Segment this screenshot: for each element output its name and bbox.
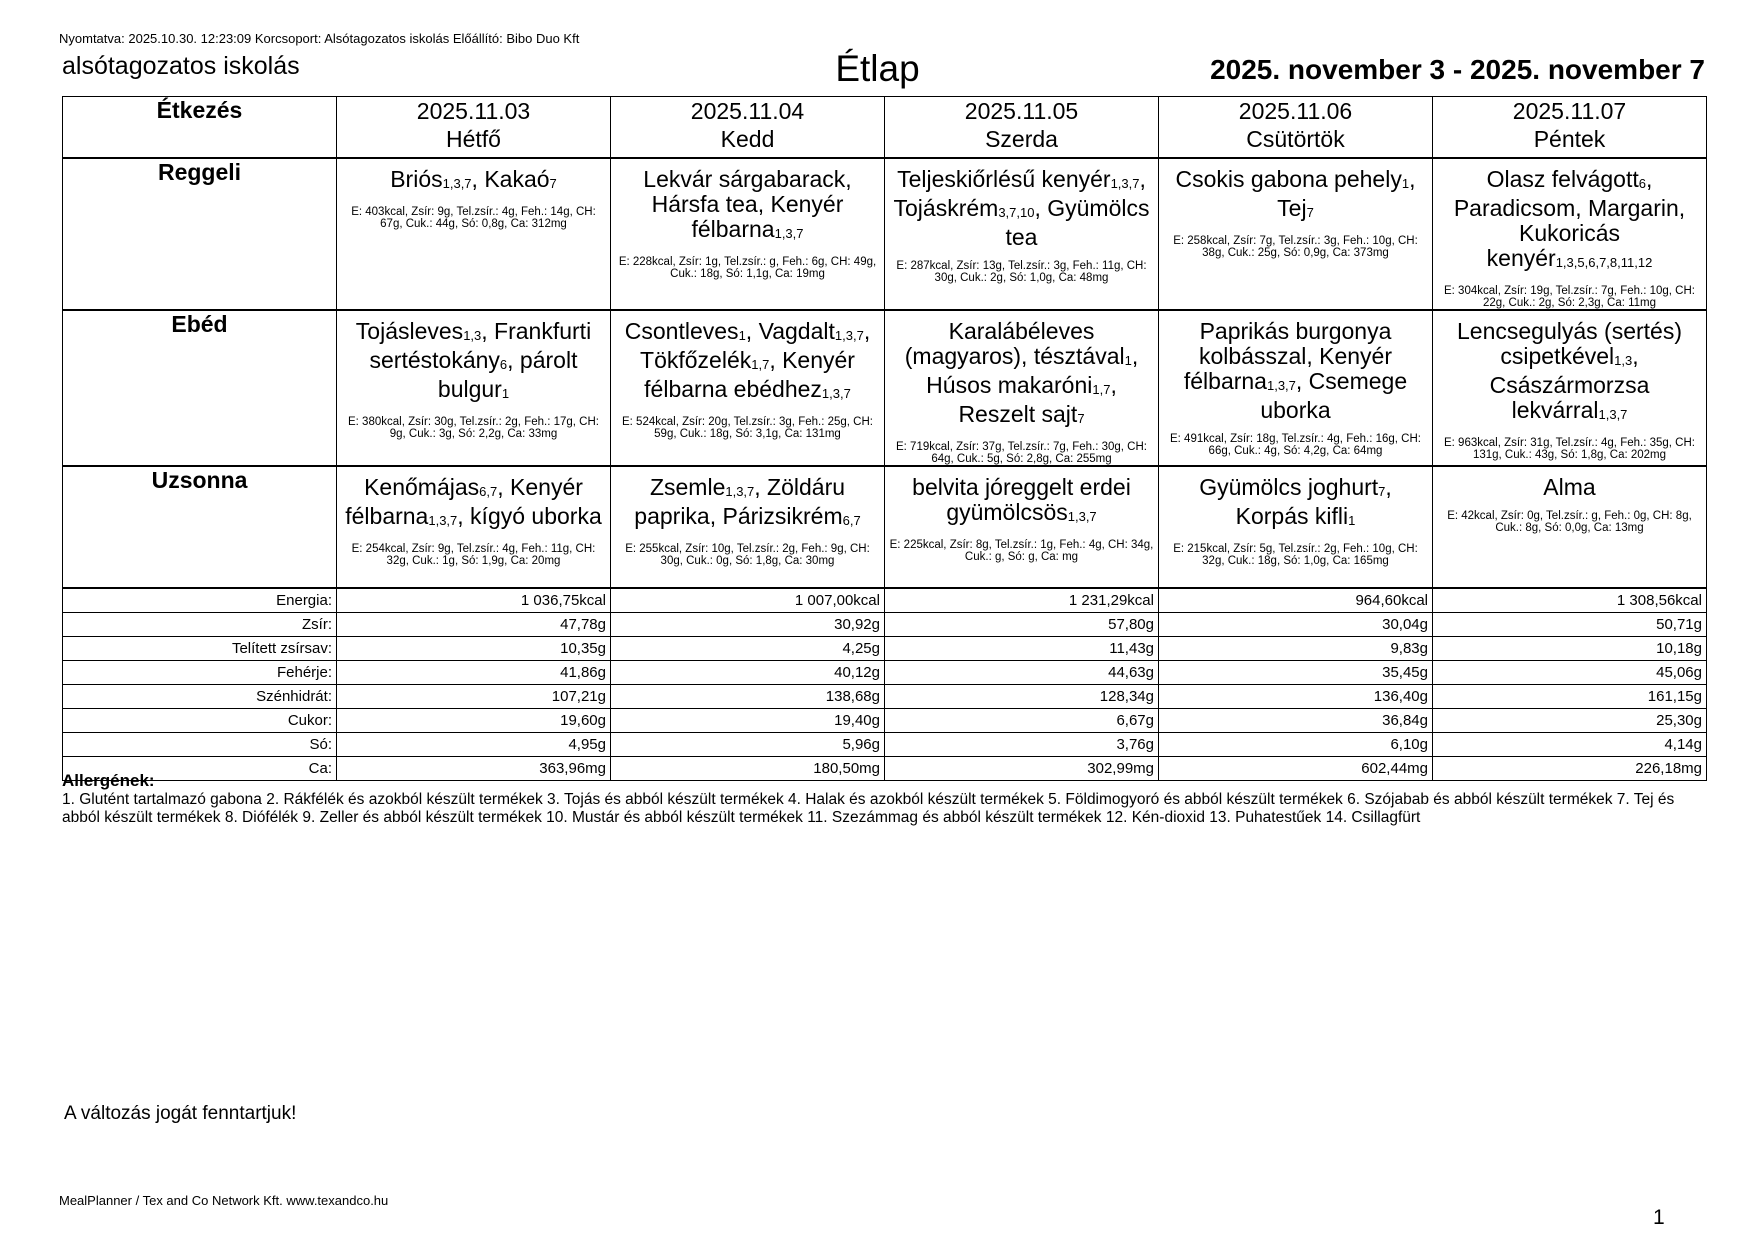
dish-text: Tojásleves <box>355 318 464 344</box>
dish-cell <box>337 466 611 588</box>
meal-name: Ebéd <box>63 310 337 466</box>
nutrient-value: 57,80g <box>885 613 1159 637</box>
dish-name <box>611 159 884 246</box>
dish-text: , Kenyér félbarna <box>345 474 583 529</box>
dish-text: Teljeskiőrlésű kenyér <box>897 166 1111 192</box>
dish-name <box>885 159 1158 250</box>
nutrient-total-row <box>63 613 1707 637</box>
dish-cell <box>611 466 885 588</box>
dish-text: , Paradicsom, Margarin, Kukoricás kenyér <box>1453 166 1686 271</box>
allergen-codes: 1,3,7 <box>1067 509 1097 524</box>
nutrient-value: 10,18g <box>1433 637 1707 661</box>
day-header <box>885 97 1159 159</box>
nutrient-value: 25,30g <box>1433 709 1707 733</box>
dish-text: Alma <box>1543 474 1596 500</box>
nutrient-value: 4,95g <box>337 733 611 757</box>
day-weekday: Péntek <box>1533 126 1606 152</box>
meal-row <box>63 466 1707 588</box>
nutrient-value: 1 036,75kcal <box>337 588 611 613</box>
nutrient-label: Ca: <box>63 757 337 781</box>
allergen-codes: 1 <box>1401 176 1410 191</box>
nutrient-total-row <box>63 685 1707 709</box>
dish-name <box>337 467 610 533</box>
dish-text: Paprikás burgonya kolbásszal, Kenyér félbarna <box>1183 318 1393 394</box>
dish-name <box>885 311 1158 431</box>
nutrient-value: 41,86g <box>337 661 611 685</box>
dish-text: Lekvár sárgabarack, Hársfa tea, Kenyér félbarna <box>643 166 852 242</box>
dish-name <box>1433 159 1706 275</box>
day-date: 2025.11.05 <box>964 98 1079 124</box>
nutrition-info: E: 254kcal, Zsír: 9g, Tel.zsír.: 4g, Feh.: 11g, CH: 32g, Cuk.: 1g, Só: 1,9g, Ca: 20mg <box>351 543 596 567</box>
nutrition-info: E: 403kcal, Zsír: 9g, Tel.zsír.: 4g, Feh.: 14g, CH: 67g, Cuk.: 44g, Só: 0,8g, Ca: 312mg <box>351 206 596 230</box>
dish-name <box>611 467 884 533</box>
dish-name <box>1159 159 1432 225</box>
allergen-codes: 1,3 <box>463 328 482 343</box>
footer-credit: MealPlanner / Tex and Co Network Kft. www.texandco.hu <box>59 1193 389 1208</box>
allergen-codes: 1,3,7 <box>442 176 472 191</box>
allergen-codes: 1,3 <box>1614 353 1633 368</box>
nutrition-info: E: 287kcal, Zsír: 13g, Tel.zsír.: 3g, Feh.: 11g, CH: 30g, Cuk.: 2g, Só: 1,0g, Ca: 48mg <box>896 260 1147 284</box>
dish-text: , Tökfőzelék <box>640 318 871 373</box>
nutrition-info: E: 304kcal, Zsír: 19g, Tel.zsír.: 7g, Feh.: 10g, CH: 22g, Cuk.: 2g, Só: 2,3g, Ca: 11mg <box>1444 285 1695 309</box>
dish-text: Csokis gabona pehely <box>1175 166 1402 192</box>
allergen-codes: 1 <box>1124 353 1132 368</box>
dish-cell <box>337 158 611 310</box>
nutrient-value: 36,84g <box>1159 709 1433 733</box>
nutrient-value: 9,83g <box>1159 637 1433 661</box>
allergen-codes: 1 <box>501 386 510 401</box>
dish-cell <box>1159 158 1433 310</box>
nutrient-value: 136,40g <box>1159 685 1433 709</box>
meal-row <box>63 158 1707 310</box>
nutrition-info: E: 258kcal, Zsír: 7g, Tel.zsír.: 3g, Feh.: 10g, CH: 38g, Cuk.: 25g, Só: 0,9g, Ca: 373mg <box>1173 235 1418 259</box>
nutrient-value: 5,96g <box>611 733 885 757</box>
nutrient-value: 6,10g <box>1159 733 1433 757</box>
dish-text: Kenőmájas <box>364 474 480 500</box>
print-info: Nyomtatva: 2025.10.30. 12:23:09 Korcsoport: Alsótagozatos iskolás Előállító: Bibo Duo Kft <box>59 31 580 46</box>
allergens-title: Allergének: <box>62 771 155 790</box>
dish-text: , kígyó uborka <box>457 503 602 529</box>
nutrient-total-row <box>63 661 1707 685</box>
page-title: Étlap <box>835 48 920 89</box>
dish-text: , Csemege uborka <box>1260 368 1408 423</box>
dish-cell <box>885 466 1159 588</box>
meal-name: Reggeli <box>63 158 337 310</box>
allergen-codes: 6,7 <box>842 513 861 528</box>
dish-text: Zsemle <box>649 474 726 500</box>
dish-text: , párolt bulgur <box>437 347 578 402</box>
day-weekday: Csütörtök <box>1246 126 1345 152</box>
nutrient-value: 45,06g <box>1433 661 1707 685</box>
nutrient-value: 128,34g <box>885 685 1159 709</box>
nutrient-value: 19,60g <box>337 709 611 733</box>
dish-text: , Vagdalt <box>745 318 835 344</box>
dish-cell <box>885 158 1159 310</box>
nutrition-info: E: 255kcal, Zsír: 10g, Tel.zsír.: 2g, Feh.: 9g, CH: 30g, Cuk.: 0g, Só: 1,8g, Ca: 30mg <box>625 543 870 567</box>
allergen-codes: 6 <box>1638 176 1646 191</box>
meal-column-header: Étkezés <box>63 97 337 159</box>
allergen-codes: 6,7 <box>479 484 498 499</box>
dish-cell <box>1433 158 1707 310</box>
allergen-codes: 1,3,7 <box>428 513 458 528</box>
dish-text: Olasz felvágott <box>1486 166 1639 192</box>
dish-cell <box>1433 466 1707 588</box>
dish-text: Csontleves <box>624 318 739 344</box>
allergen-codes: 1,3,7 <box>725 484 755 499</box>
dish-name <box>1433 467 1706 500</box>
dish-name <box>337 159 610 196</box>
dish-name <box>1159 311 1432 423</box>
nutrient-value: 10,35g <box>337 637 611 661</box>
day-date: 2025.11.07 <box>1512 98 1627 124</box>
dish-text: , Frankfurti sertéstokány <box>369 318 592 373</box>
day-weekday: Hétfő <box>446 126 501 152</box>
nutrient-value: 50,71g <box>1433 613 1707 637</box>
date-range: 2025. november 3 - 2025. november 7 <box>1210 54 1705 85</box>
nutrition-info: E: 380kcal, Zsír: 30g, Tel.zsír.: 2g, Feh.: 17g, CH: 9g, Cuk.: 3g, Só: 2,2g, Ca: 33mg <box>348 416 599 440</box>
nutrient-value: 226,18mg <box>1433 757 1707 781</box>
nutrient-label: Cukor: <box>63 709 337 733</box>
dish-text: , Reszelt sajt <box>958 372 1117 427</box>
allergen-codes: 6 <box>499 357 508 372</box>
nutrient-label: Zsír: <box>63 613 337 637</box>
nutrient-value: 138,68g <box>611 685 885 709</box>
nutrition-info: E: 491kcal, Zsír: 18g, Tel.zsír.: 4g, Feh.: 16g, CH: 66g, Cuk.: 4g, Só: 4,2g, Ca: 64mg <box>1170 433 1421 457</box>
nutrient-value: 11,43g <box>885 637 1159 661</box>
allergen-codes: 1,3,7 <box>1266 378 1296 393</box>
nutrient-value: 602,44mg <box>1159 757 1433 781</box>
day-date: 2025.11.04 <box>690 98 805 124</box>
day-header <box>1159 97 1433 159</box>
nutrient-value: 161,15g <box>1433 685 1707 709</box>
dish-name <box>337 311 610 406</box>
nutrient-value: 44,63g <box>885 661 1159 685</box>
nutrient-value: 107,21g <box>337 685 611 709</box>
dish-text: , Tej <box>1277 166 1416 221</box>
nutrient-value: 47,78g <box>337 613 611 637</box>
day-weekday: Kedd <box>720 126 775 152</box>
menu-table <box>62 96 1707 781</box>
nutrient-value: 363,96mg <box>337 757 611 781</box>
nutrient-value: 4,25g <box>611 637 885 661</box>
day-header-row <box>63 97 1707 159</box>
nutrient-value: 6,67g <box>885 709 1159 733</box>
page-number: 1 <box>1653 1206 1665 1229</box>
nutrient-total-row <box>63 757 1707 781</box>
allergen-codes: 1,3,7 <box>774 226 804 241</box>
nutrition-info: E: 215kcal, Zsír: 5g, Tel.zsír.: 2g, Feh.: 10g, CH: 32g, Cuk.: 18g, Só: 1,0g, Ca: 165mg <box>1173 543 1418 567</box>
dish-text: , Kakaó <box>471 166 550 192</box>
nutrient-value: 180,50mg <box>611 757 885 781</box>
nutrient-value: 40,12g <box>611 661 885 685</box>
dish-cell <box>885 310 1159 466</box>
allergen-codes: 1 <box>738 328 746 343</box>
dish-cell <box>337 310 611 466</box>
nutrition-info: E: 963kcal, Zsír: 31g, Tel.zsír.: 4g, Feh.: 35g, CH: 131g, Cuk.: 43g, Só: 1,8g, Ca: 202mg <box>1444 437 1695 461</box>
dish-name <box>1159 467 1432 533</box>
nutrition-info: E: 228kcal, Zsír: 1g, Tel.zsír.: g, Feh.: 6g, CH: 49g, Cuk.: 18g, Só: 1,1g, Ca: 19mg <box>618 256 877 280</box>
allergen-codes: 7 <box>1077 411 1085 426</box>
dish-cell <box>611 310 885 466</box>
allergen-codes: 1 <box>1348 513 1356 528</box>
nutrient-label: Telített zsírsav: <box>63 637 337 661</box>
dish-text: , Húsos makaróni <box>926 343 1139 398</box>
allergen-codes: 1,3,5,6,7,8,11,12 <box>1555 255 1653 270</box>
nutrient-total-row <box>63 733 1707 757</box>
nutrient-value: 35,45g <box>1159 661 1433 685</box>
allergen-codes: 1,3,7 <box>1110 176 1140 191</box>
nutrient-label: Fehérje: <box>63 661 337 685</box>
dish-name <box>611 311 884 406</box>
nutrition-info: E: 719kcal, Zsír: 37g, Tel.zsír.: 7g, Feh.: 30g, CH: 64g, Cuk.: 5g, Só: 2,8g, Ca: 255mg <box>896 441 1147 465</box>
day-date: 2025.11.06 <box>1238 98 1353 124</box>
allergen-codes: 7 <box>1378 484 1386 499</box>
dish-text: , Zöldáru paprika, Párizsikrém <box>634 474 846 529</box>
allergen-codes: 1,7 <box>1092 382 1111 397</box>
day-header <box>1433 97 1707 159</box>
nutrient-value: 4,14g <box>1433 733 1707 757</box>
allergen-codes: 7 <box>549 176 557 191</box>
nutrient-label: Szénhidrát: <box>63 685 337 709</box>
day-header <box>337 97 611 159</box>
day-date: 2025.11.03 <box>416 98 531 124</box>
nutrient-total-row <box>63 709 1707 733</box>
meal-name: Uzsonna <box>63 466 337 588</box>
dish-name <box>885 467 1158 529</box>
disclaimer-text: A változás jogát fenntartjuk! <box>64 1103 297 1124</box>
day-header <box>611 97 885 159</box>
dish-text: , Császármorzsa lekvárral <box>1489 343 1650 423</box>
allergen-codes: 1,3,7 <box>821 386 851 401</box>
nutrition-info: E: 42kcal, Zsír: 0g, Tel.zsír.: g, Feh.: 0g, CH: 8g, Cuk.: 8g, Só: 0,0g, Ca: 13mg <box>1447 510 1692 534</box>
allergen-codes: 7 <box>1306 205 1314 220</box>
dish-text: , Gyümölcs tea <box>1005 195 1150 250</box>
age-group-label: alsótagozatos iskolás <box>62 52 300 80</box>
nutrient-value: 964,60kcal <box>1159 588 1433 613</box>
dish-text: belvita jóreggelt erdei gyümölcsös <box>912 474 1131 525</box>
allergen-codes: 1,7 <box>751 357 770 372</box>
nutrient-value: 1 308,56kcal <box>1433 588 1707 613</box>
dish-text: Lencsegulyás (sertés) csipetkével <box>1457 318 1682 369</box>
dish-name <box>1433 311 1706 427</box>
nutrient-total-row <box>63 588 1707 613</box>
nutrient-label: Só: <box>63 733 337 757</box>
nutrient-value: 1 007,00kcal <box>611 588 885 613</box>
nutrient-total-row <box>63 637 1707 661</box>
dish-text: , Korpás kifli <box>1235 474 1392 529</box>
nutrient-label: Energia: <box>63 588 337 613</box>
nutrient-value: 302,99mg <box>885 757 1159 781</box>
dish-cell <box>1433 310 1707 466</box>
nutrient-value: 19,40g <box>611 709 885 733</box>
dish-text: Karalábéleves (magyaros), tésztával <box>904 318 1125 369</box>
dish-text: , Tojáskrém <box>893 166 1146 221</box>
dish-cell <box>1159 466 1433 588</box>
allergen-codes: 1,3,7 <box>834 328 864 343</box>
dish-cell <box>1159 310 1433 466</box>
dish-text: Briós <box>390 166 443 192</box>
nutrition-info: E: 225kcal, Zsír: 8g, Tel.zsír.: 1g, Feh.: 4g, CH: 34g, Cuk.: g, Só: g, Ca: mg <box>889 539 1154 563</box>
nutrient-value: 30,92g <box>611 613 885 637</box>
allergens-list: 1. Glutént tartalmazó gabona 2. Rákfélék és azokból készült termékek 3. Tojás és abból készült termékek 4. Halak és azokból készült termékek 5. Földimogyoró és abból készült termékek 6. Szójabab és abból készült termékek 7. Tej és abból készült termékek 8. Diófélék 9. Zeller és abból készült termékek 10. Mustár és abból készült termékek 11. Szezámmag és abból készült termékek 12. Kén-dioxid 13. Puhatestűek 14. Csillagfürt <box>62 791 1675 826</box>
dish-text: Gyümölcs joghurt <box>1199 474 1379 500</box>
allergen-codes: 1,3,7 <box>1598 407 1628 422</box>
dish-text: , Kenyér félbarna ebédhez <box>644 347 855 402</box>
nutrient-value: 30,04g <box>1159 613 1433 637</box>
nutrient-value: 3,76g <box>885 733 1159 757</box>
meal-row <box>63 310 1707 466</box>
nutrition-info: E: 524kcal, Zsír: 20g, Tel.zsír.: 3g, Feh.: 25g, CH: 59g, Cuk.: 18g, Só: 3,1g, Ca: 131mg <box>622 416 873 440</box>
dish-cell <box>611 158 885 310</box>
day-weekday: Szerda <box>985 126 1058 152</box>
nutrient-value: 1 231,29kcal <box>885 588 1159 613</box>
allergen-codes: 3,7,10 <box>998 205 1035 220</box>
